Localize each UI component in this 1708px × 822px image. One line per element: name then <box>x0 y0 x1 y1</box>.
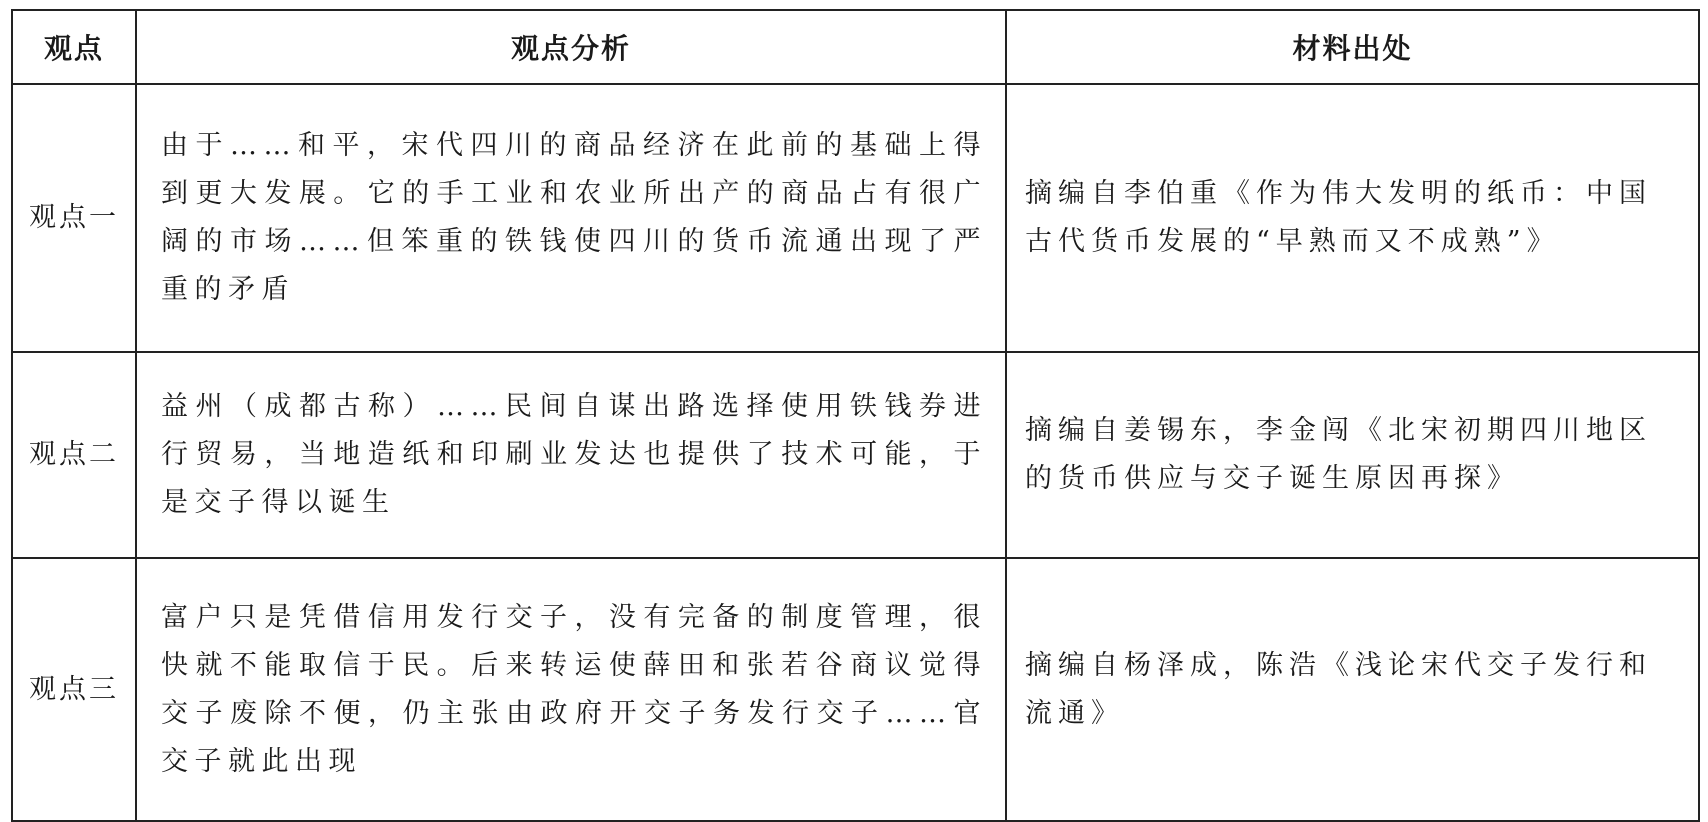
viewpoint-table <box>11 9 1700 822</box>
viewpoint-label: 观点一 <box>12 84 136 352</box>
header-viewpoint: 观点 <box>12 10 136 84</box>
table-row <box>12 352 1699 558</box>
viewpoint-analysis: 富户只是凭借信用发行交子，没有完备的制度管理，很快就不能取信于民。后来转运使薛田和张若谷商议觉得交子废除不便，仍主张由政府开交子务发行交子……官交子就此出现 <box>136 558 1006 821</box>
viewpoint-analysis: 由于……和平，宋代四川的商品经济在此前的基础上得到更大发展。它的手工业和农业所出产的商品占有很广阔的市场……但笨重的铁钱使四川的货币流通出现了严重的矛盾 <box>136 84 1006 352</box>
viewpoint-label: 观点三 <box>12 558 136 821</box>
material-source: 摘编自杨泽成，陈浩《浅论宋代交子发行和流通》 <box>1006 558 1699 821</box>
material-source: 摘编自李伯重《作为伟大发明的纸币：中国古代货币发展的“早熟而又不成熟”》 <box>1006 84 1699 352</box>
header-row <box>12 10 1699 84</box>
table-row <box>12 558 1699 821</box>
table-row <box>12 84 1699 352</box>
material-source: 摘编自姜锡东，李金闯《北宋初期四川地区的货币供应与交子诞生原因再探》 <box>1006 352 1699 558</box>
viewpoint-label: 观点二 <box>12 352 136 558</box>
viewpoint-analysis: 益州（成都古称）……民间自谋出路选择使用铁钱券进行贸易，当地造纸和印刷业发达也提供了技术可能，于是交子得以诞生 <box>136 352 1006 558</box>
header-analysis: 观点分析 <box>136 10 1006 84</box>
header-source: 材料出处 <box>1006 10 1699 84</box>
